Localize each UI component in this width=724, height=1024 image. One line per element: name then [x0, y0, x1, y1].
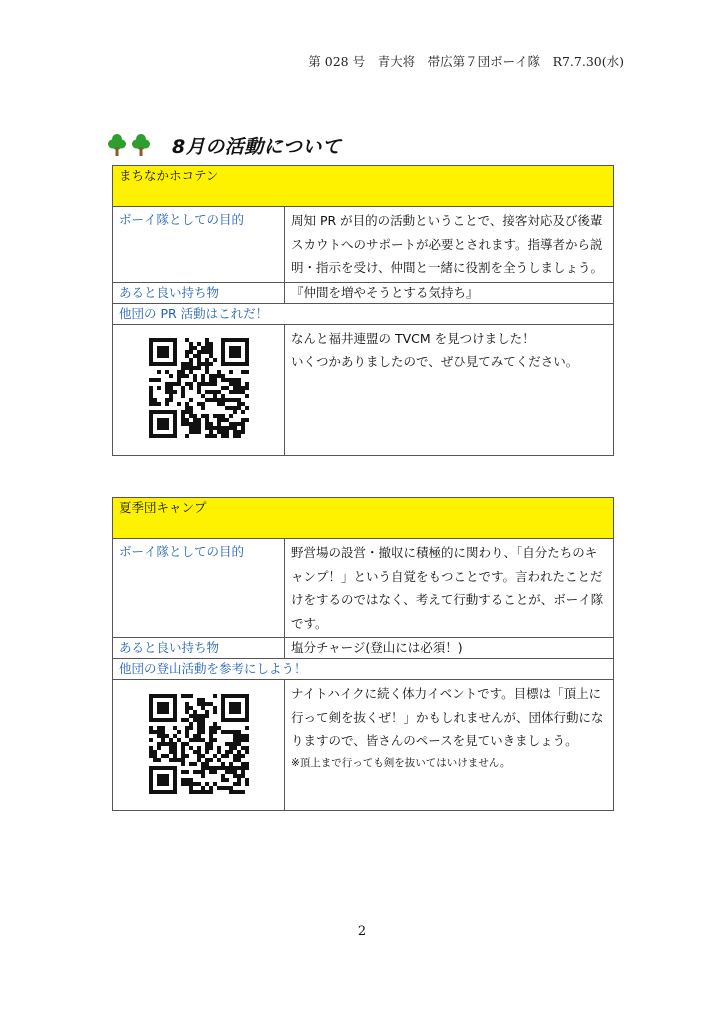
qr-code-icon[interactable]: [148, 337, 250, 439]
note-text: ※頂上まで行っても剣を抜いてはいけません。: [291, 756, 511, 769]
items-text: 塩分チャージ(登山には必須！): [285, 638, 614, 659]
qr-cell: [113, 324, 285, 455]
items-label: あると良い持ち物: [113, 638, 285, 659]
purpose-row: [113, 539, 614, 638]
items-text: 『仲間を増やそうとする気持ち』: [285, 282, 614, 303]
activity-table-camp: [112, 497, 614, 811]
items-row: [113, 282, 614, 303]
activity-title: 夏季団キャンプ: [113, 498, 614, 539]
purpose-label: ボーイ隊としての目的: [113, 539, 285, 638]
qr-description: なんと福井連盟の TVCM を見つけました！ いくつかありましたので、ぜひ見てみてください。: [285, 324, 614, 455]
section-heading: [108, 131, 341, 159]
newsletter-header: 第 028 号 青大将 帯広第７団ボーイ隊 R7.7.30(水): [308, 54, 624, 69]
link-row: [113, 659, 614, 680]
purpose-text: 野営場の設営・撤収に積極的に関わり、「自分たちのキャンプ！」という自覚をもつことです。言われたことだけをするのではなく、考えて行動することが、ボーイ隊です。: [285, 539, 614, 638]
activity-table-hokoten: [112, 165, 614, 456]
tree-icon: [108, 133, 126, 157]
qr-cell: [113, 680, 285, 811]
activity-title: まちなかホコテン: [113, 166, 614, 207]
items-label: あると良い持ち物: [113, 282, 285, 303]
section-title: 8月の活動について: [172, 135, 342, 158]
purpose-row: [113, 207, 614, 283]
qr-row: [113, 324, 614, 455]
tree-icon: [132, 133, 150, 157]
link-label: 他団の PR 活動はこれだ！: [113, 303, 614, 324]
purpose-text: 周知 PR が目的の活動ということで、接客対応及び後輩スカウトへのサポートが必要とされます。指導者から説明・指示を受け、仲間と一緒に役割を全うしましょう。: [285, 207, 614, 283]
activity-band: [113, 166, 614, 207]
items-row: [113, 638, 614, 659]
qr-code-icon[interactable]: [148, 693, 250, 795]
qr-row: [113, 680, 614, 811]
qr-description: ナイトハイクに続く体力イベントです。目標は「頂上に行って剣を抜くぜ！」かもしれませんが、団体行動になりますので、皆さんのペースを見ていきましょう。: [291, 686, 604, 748]
qr-description-cell: [285, 680, 614, 811]
activity-band: [113, 498, 614, 539]
link-row: [113, 303, 614, 324]
link-label: 他団の登山活動を参考にしよう！: [113, 659, 614, 680]
purpose-label: ボーイ隊としての目的: [113, 207, 285, 283]
page-number: 2: [357, 924, 367, 939]
